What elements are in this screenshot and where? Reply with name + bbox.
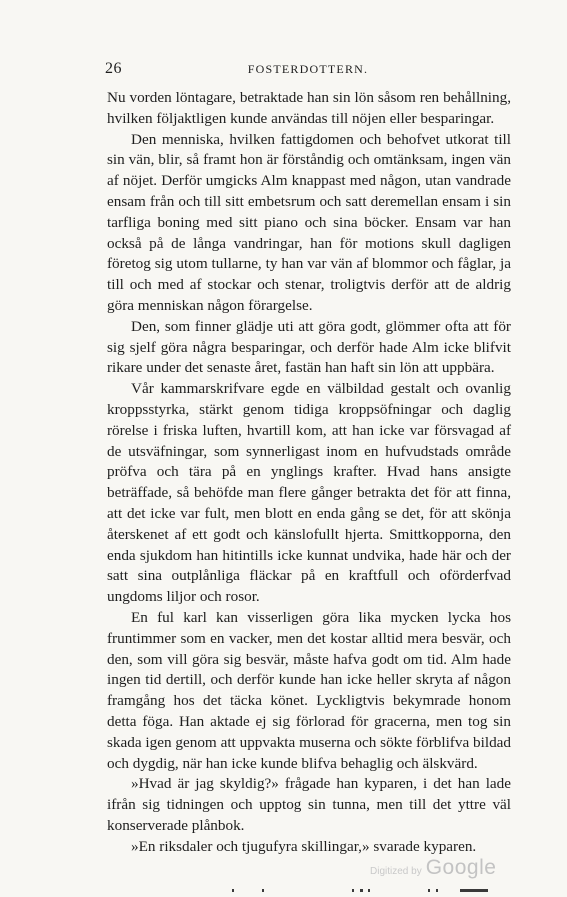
digitized-watermark xyxy=(370,856,496,880)
scan-artifact-marks xyxy=(232,889,502,893)
paragraph-3: Den, som finner glädje uti att göra godt, glömmer ofta att för sig sjelf göra några besparingar, och derför hade Alm icke blifvit rikare under det senaste året, fastän han haft sin lön att uppbära. xyxy=(107,317,511,377)
page-number: 26 xyxy=(105,60,122,77)
paragraph-7: »En riksdaler och tjugufyra skillingar,» svarade kyparen. xyxy=(131,837,477,855)
running-title: FOSTERDOTTERN. xyxy=(247,62,369,76)
google-logo: Google xyxy=(425,856,497,879)
paragraph-4: Vår kammarskrifvare egde en välbildad gestalt och ovanlig kroppsstyrka, stärkt genom tidiga kroppsöfningar och daglig rörelse i friska luften, hvartill kom, att han icke var försvagad af de utsväfningar, som synnerligast inom en hufvudstads område pröfva och tära på en ynglings krafter. Hvad hans ansigte beträffade, så behöfde man flere gånger betrakta det för att finna, att det icke var fult, men blott en enda gång se det, för att skönja återskenet af ett godt och känslofullt hjerta. Smittkopporna, den enda sjukdom han hitintills icke kunnat undvika, hade här och der satt sina outplånliga fläckar på en kraftfull och oförderfvad ungdoms liljor och rosor. xyxy=(107,380,511,606)
paragraph-5: En ful karl kan visserligen göra lika mycken lycka hos fruntimmer som en vacker, men det kostar alltid mera besvär, och den, som vill göra sig besvär, måste hafva godt om tid. Alm hade ingen tid dertill, och derför kunde han icke heller skryta af någon framgång hos det täcka könet. Lyckligtvis bekymrade honom detta föga. Han aktade ej sig förlorad för gracerna, men tog sin skada igen genom att uppvakta muserna och sökte förblifva bildad och dygdig, när han icke kunde blifva behaglig och älskvärd. xyxy=(107,608,511,772)
paragraph-1: Nu vorden löntagare, betraktade han sin lön såsom ren behållning, hvilken följaktligen kunde användas till nöjen eller besparingar. xyxy=(107,89,511,127)
paragraph-2: Den menniska, hvilken fattigdomen och behofvet utkorat till sin vän, blir, så framt hon är förståndig och omtänksam, ingen vän af nöjet. Derför umgicks Alm knappast med någon, utan vandrade ensam från och till sitt embetsrum och satt deremellan ensam i sin tarfliga boning med sitt piano och sina böcker. Ensam var han också på de långa vandringar, han för motions skull dagligen företog sig utom tullarne, ty han var vän af blommor och fåglar, ja till och med af stockar och stenar, troligtvis derför att de aldrig göra menniskan någon förargelse. xyxy=(107,130,511,314)
page-header xyxy=(105,60,511,80)
watermark-prefix: Digitized by xyxy=(370,866,422,877)
paragraph-6: »Hvad är jag skyldig?» frågade han kyparen, i det han lade ifrån sig tidningen och upptog sin tunna, men till det yttre väl konserverade plånbok. xyxy=(107,775,511,834)
body-text xyxy=(107,88,511,857)
